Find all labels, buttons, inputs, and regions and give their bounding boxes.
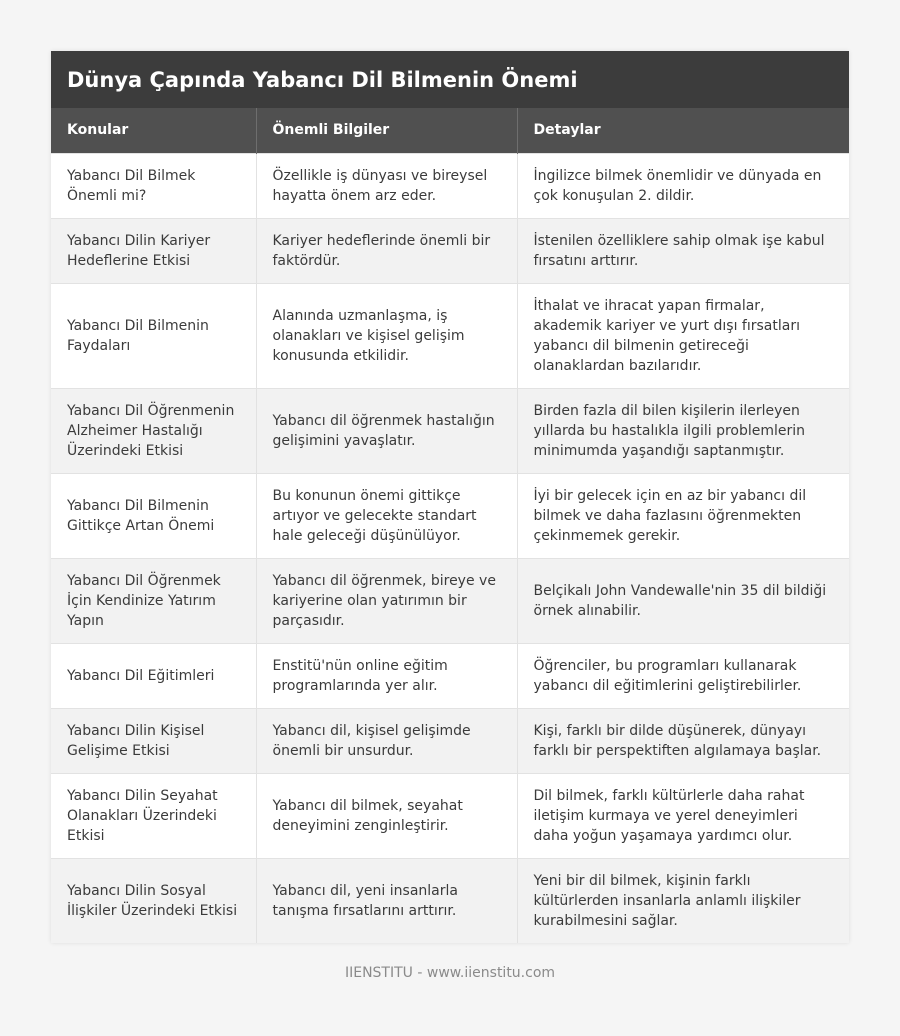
content-card [51,51,849,943]
cell-key-info: Kariyer hedeflerinde önemli bir faktördür. [256,218,517,283]
table-row [51,643,849,708]
cell-topic: Yabancı Dilin Sosyal İlişkiler Üzerindeki Etkisi [51,858,256,943]
cell-topic: Yabancı Dil Eğitimleri [51,643,256,708]
column-header-details: Detaylar [517,108,849,153]
table-row [51,558,849,643]
cell-details: İngilizce bilmek önemlidir ve dünyada en çok konuşulan 2. dildir. [517,153,849,218]
cell-details: İthalat ve ihracat yapan firmalar, akademik kariyer ve yurt dışı fırsatları yabancı dil bilmenin getireceği olanaklardan bazılarıdır. [517,283,849,388]
cell-details: Yeni bir dil bilmek, kişinin farklı kültürlerden insanlarla anlamlı ilişkiler kurabilmesini sağlar. [517,858,849,943]
cell-key-info: Bu konunun önemi gittikçe artıyor ve gelecekte standart hale geleceği düşünülüyor. [256,473,517,558]
cell-details: Belçikalı John Vandewalle'nin 35 dil bildiği örnek alınabilir. [517,558,849,643]
cell-topic: Yabancı Dilin Kariyer Hedeflerine Etkisi [51,218,256,283]
cell-key-info: Yabancı dil bilmek, seyahat deneyimini zenginleştirir. [256,773,517,858]
cell-topic: Yabancı Dilin Kişisel Gelişime Etkisi [51,708,256,773]
cell-details: Kişi, farklı bir dilde düşünerek, dünyayı farklı bir perspektiften algılamaya başlar. [517,708,849,773]
cell-topic: Yabancı Dil Bilmenin Gittikçe Artan Önemi [51,473,256,558]
cell-details: İyi bir gelecek için en az bir yabancı dil bilmek ve daha fazlasını öğrenmekten çekinmemek gerekir. [517,473,849,558]
cell-details: Birden fazla dil bilen kişilerin ilerleyen yıllarda bu hastalıkla ilgili problemlerin minimumda yaşandığı saptanmıştır. [517,388,849,473]
table-row [51,218,849,283]
column-header-key-info: Önemli Bilgiler [256,108,517,153]
cell-topic: Yabancı Dil Öğrenmenin Alzheimer Hastalığı Üzerindeki Etkisi [51,388,256,473]
cell-topic: Yabancı Dil Bilmek Önemli mi? [51,153,256,218]
table-header-row [51,108,849,153]
page-title: Dünya Çapında Yabancı Dil Bilmenin Önemi [51,51,849,108]
data-table [51,108,849,943]
table-row [51,773,849,858]
table-row [51,858,849,943]
cell-topic: Yabancı Dil Bilmenin Faydaları [51,283,256,388]
cell-key-info: Enstitü'nün online eğitim programlarında yer alır. [256,643,517,708]
cell-key-info: Yabancı dil öğrenmek, bireye ve kariyerine olan yatırımın bir parçasıdır. [256,558,517,643]
table-row [51,708,849,773]
cell-topic: Yabancı Dilin Seyahat Olanakları Üzerindeki Etkisi [51,773,256,858]
table-row [51,473,849,558]
cell-key-info: Alanında uzmanlaşma, iş olanakları ve kişisel gelişim konusunda etkilidir. [256,283,517,388]
table-row [51,153,849,218]
cell-key-info: Yabancı dil, kişisel gelişimde önemli bir unsurdur. [256,708,517,773]
cell-key-info: Yabancı dil, yeni insanlarla tanışma fırsatlarını arttırır. [256,858,517,943]
cell-details: İstenilen özelliklere sahip olmak işe kabul fırsatını arttırır. [517,218,849,283]
cell-key-info: Özellikle iş dünyası ve bireysel hayatta önem arz eder. [256,153,517,218]
table-row [51,283,849,388]
cell-key-info: Yabancı dil öğrenmek hastalığın gelişimini yavaşlatır. [256,388,517,473]
footer-credit: IIENSTITU - www.iienstitu.com [344,965,556,981]
cell-details: Öğrenciler, bu programları kullanarak yabancı dil eğitimlerini geliştirebilirler. [517,643,849,708]
column-header-topics: Konular [51,108,256,153]
cell-topic: Yabancı Dil Öğrenmek İçin Kendinize Yatırım Yapın [51,558,256,643]
cell-details: Dil bilmek, farklı kültürlerle daha rahat iletişim kurmaya ve yerel deneyimleri daha yoğun yaşamaya yardımcı olur. [517,773,849,858]
table-row [51,388,849,473]
